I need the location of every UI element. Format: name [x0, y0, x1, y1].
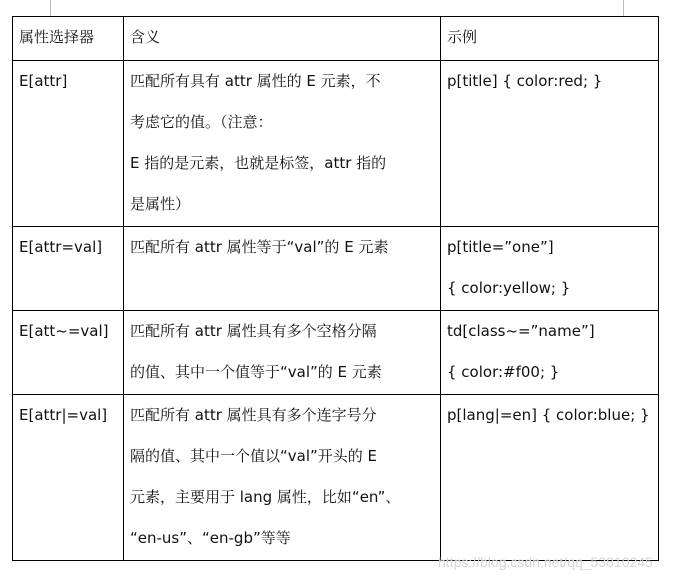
- meaning-line: 匹配所有具有 attr 属性的 E 元素，不: [130, 72, 381, 90]
- header-selector: 属性选择器: [13, 17, 124, 61]
- example-line: { color:yellow; }: [447, 279, 571, 297]
- example-line: p[lang|=en] { color:blue; }: [447, 406, 650, 424]
- meaning-line: 匹配所有 attr 属性具有多个空格分隔: [130, 322, 377, 340]
- selector-cell: E[attr]: [13, 61, 124, 227]
- example-line: td[class~=”name”]: [447, 322, 595, 340]
- selector-cell: E[attr=val]: [13, 227, 124, 311]
- example-line: p[title=”one”]: [447, 238, 554, 256]
- table-row: [13, 395, 659, 561]
- page-margin-guide-left: [50, 0, 51, 16]
- example-cell: [441, 61, 659, 227]
- page-margin-guide-right: [623, 0, 624, 16]
- example-cell: [441, 227, 659, 311]
- meaning-line: E 指的是元素，也就是标签，attr 指的: [130, 154, 387, 172]
- meaning-cell: [124, 61, 441, 227]
- attribute-selector-table: [12, 16, 659, 561]
- table-row: [13, 311, 659, 395]
- example-line: { color:#f00; }: [447, 363, 560, 381]
- example-cell: [441, 395, 659, 561]
- table-row: [13, 61, 659, 227]
- table-header-row: [13, 17, 659, 61]
- meaning-line: 元素，主要用于 lang 属性，比如“en”、: [130, 488, 401, 506]
- selector-cell: E[attr|=val]: [13, 395, 124, 561]
- table-row: [13, 227, 659, 311]
- header-meaning: 含义: [124, 17, 441, 61]
- meaning-line: 考虑它的值。（注意：: [130, 113, 273, 131]
- meaning-line: 匹配所有 attr 属性等于“val”的 E 元素: [130, 238, 389, 256]
- watermark: https://blog.csdn.net/qq_53810245: [438, 554, 653, 570]
- meaning-line: 隔的值、其中一个值以“val”开头的 E: [130, 447, 378, 465]
- header-example: 示例: [441, 17, 659, 61]
- example-cell: [441, 311, 659, 395]
- meaning-line: “en-us”、“en-gb”等等: [130, 529, 291, 547]
- meaning-line: 是属性）: [130, 195, 191, 213]
- example-line: p[title] { color:red; }: [447, 72, 603, 90]
- selector-cell: E[att~=val]: [13, 311, 124, 395]
- meaning-cell: [124, 311, 441, 395]
- meaning-cell: [124, 227, 441, 311]
- meaning-line: 匹配所有 attr 属性具有多个连字号分: [130, 406, 377, 424]
- meaning-cell: [124, 395, 441, 561]
- meaning-line: 的值、其中一个值等于“val”的 E 元素: [130, 363, 382, 381]
